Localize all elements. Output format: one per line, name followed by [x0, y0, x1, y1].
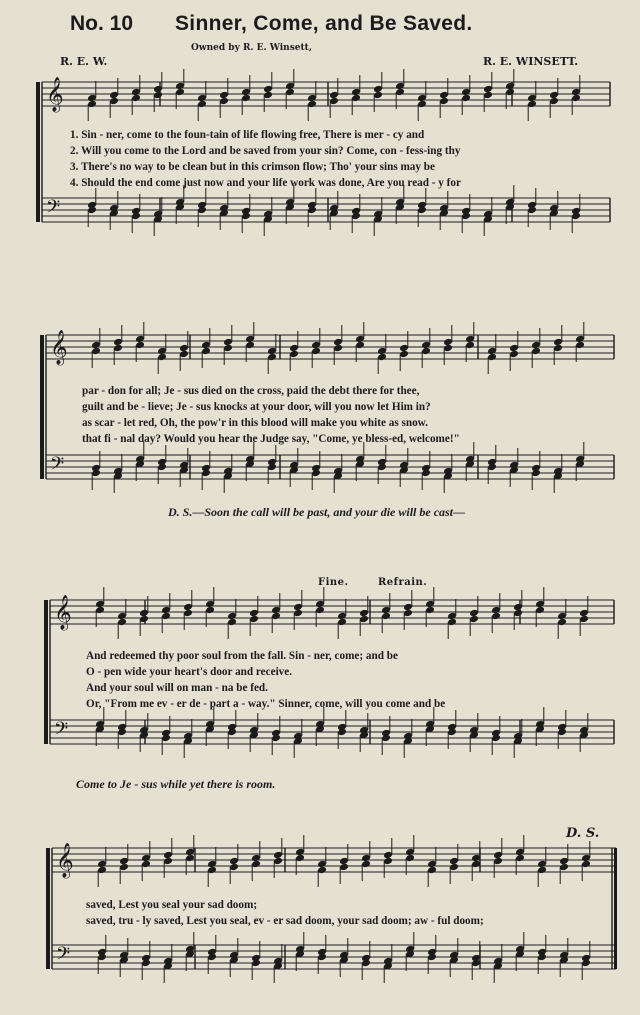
- ds-lyric-line: D. S.—Soon the call will be past, and your die will be cast—: [168, 505, 466, 519]
- hymn-title: Sinner, Come, and Be Saved.: [175, 12, 473, 35]
- verse-line-3b: as scar - let red, Oh, the pow'r in this blood will make you white as snow.: [82, 417, 428, 429]
- composer-credit: R. E. WINSETT.: [483, 55, 579, 68]
- refrain-mark: Refrain.: [378, 577, 428, 588]
- refrain-line-1: saved, Lest you seal your sad doom;: [86, 899, 258, 911]
- bass-clef: 𝄢: [46, 197, 61, 222]
- ownership-note: Owned by R. E. Winsett,: [191, 43, 312, 53]
- treble-clef: 𝄞: [46, 77, 64, 112]
- lyricist-credit: R. E. W.: [60, 55, 108, 68]
- verse-line-1b: par - don for all; Je - sus died on the cross, paid the debt there for thee,: [82, 385, 420, 397]
- hymn-number: No. 10: [70, 12, 134, 35]
- treble-clef: 𝄞: [54, 595, 72, 630]
- brace-3: [44, 600, 48, 744]
- final-thick-bar: [614, 848, 617, 969]
- verse-line-4b: that fi - nal day? Would you hear the Judge say, "Come, ye bless-ed, welcome!": [82, 433, 460, 445]
- brace-2: [40, 335, 44, 479]
- treble-clef: 𝄞: [50, 330, 68, 365]
- bass-clef: 𝄢: [56, 944, 71, 969]
- refrain-bass-lyric: Come to Je - sus while yet there is room.: [76, 777, 276, 791]
- verse-line-1c: And redeemed thy poor soul from the fall. Sin - ner, come; and be: [86, 650, 398, 662]
- fine-mark: Fine.: [318, 577, 349, 588]
- verse-line-1a: 1. Sin - ner, come to the foun-tain of life flowing free, There is mer - cy and: [70, 129, 425, 141]
- brace-1: [36, 82, 40, 222]
- verse-line-2c: O - pen wide your heart's door and receive.: [86, 666, 293, 678]
- verse-line-4c: Or, "From me ev - er de - part a - way." Sinner, come, will you come and be: [86, 698, 446, 710]
- brace-4: [46, 848, 50, 969]
- verse-line-4a: 4. Should the end come just now and your life work was done, Are you read - y for: [70, 177, 461, 189]
- verse-line-2a: 2. Will you come to the Lord and be saved from your sin? Come, con - fess-ing thy: [70, 145, 461, 157]
- bass-clef: 𝄢: [50, 454, 65, 479]
- verse-line-2b: guilt and be - lieve; Je - sus knocks at your door, will you now let Him in?: [82, 401, 431, 413]
- refrain-line-2: saved, tru - ly saved, Lest you seal, ev - er sad doom, your sad doom; aw - ful doom;: [86, 915, 484, 927]
- treble-clef: 𝄞: [56, 843, 74, 878]
- ds-mark: D. S.: [566, 826, 600, 841]
- verse-line-3a: 3. There's no way to be clean but in this crimson flow; Tho' your sins may be: [70, 161, 435, 173]
- verse-line-3c: And your soul will on man - na be fed.: [86, 682, 268, 694]
- bass-clef: 𝄢: [54, 719, 69, 744]
